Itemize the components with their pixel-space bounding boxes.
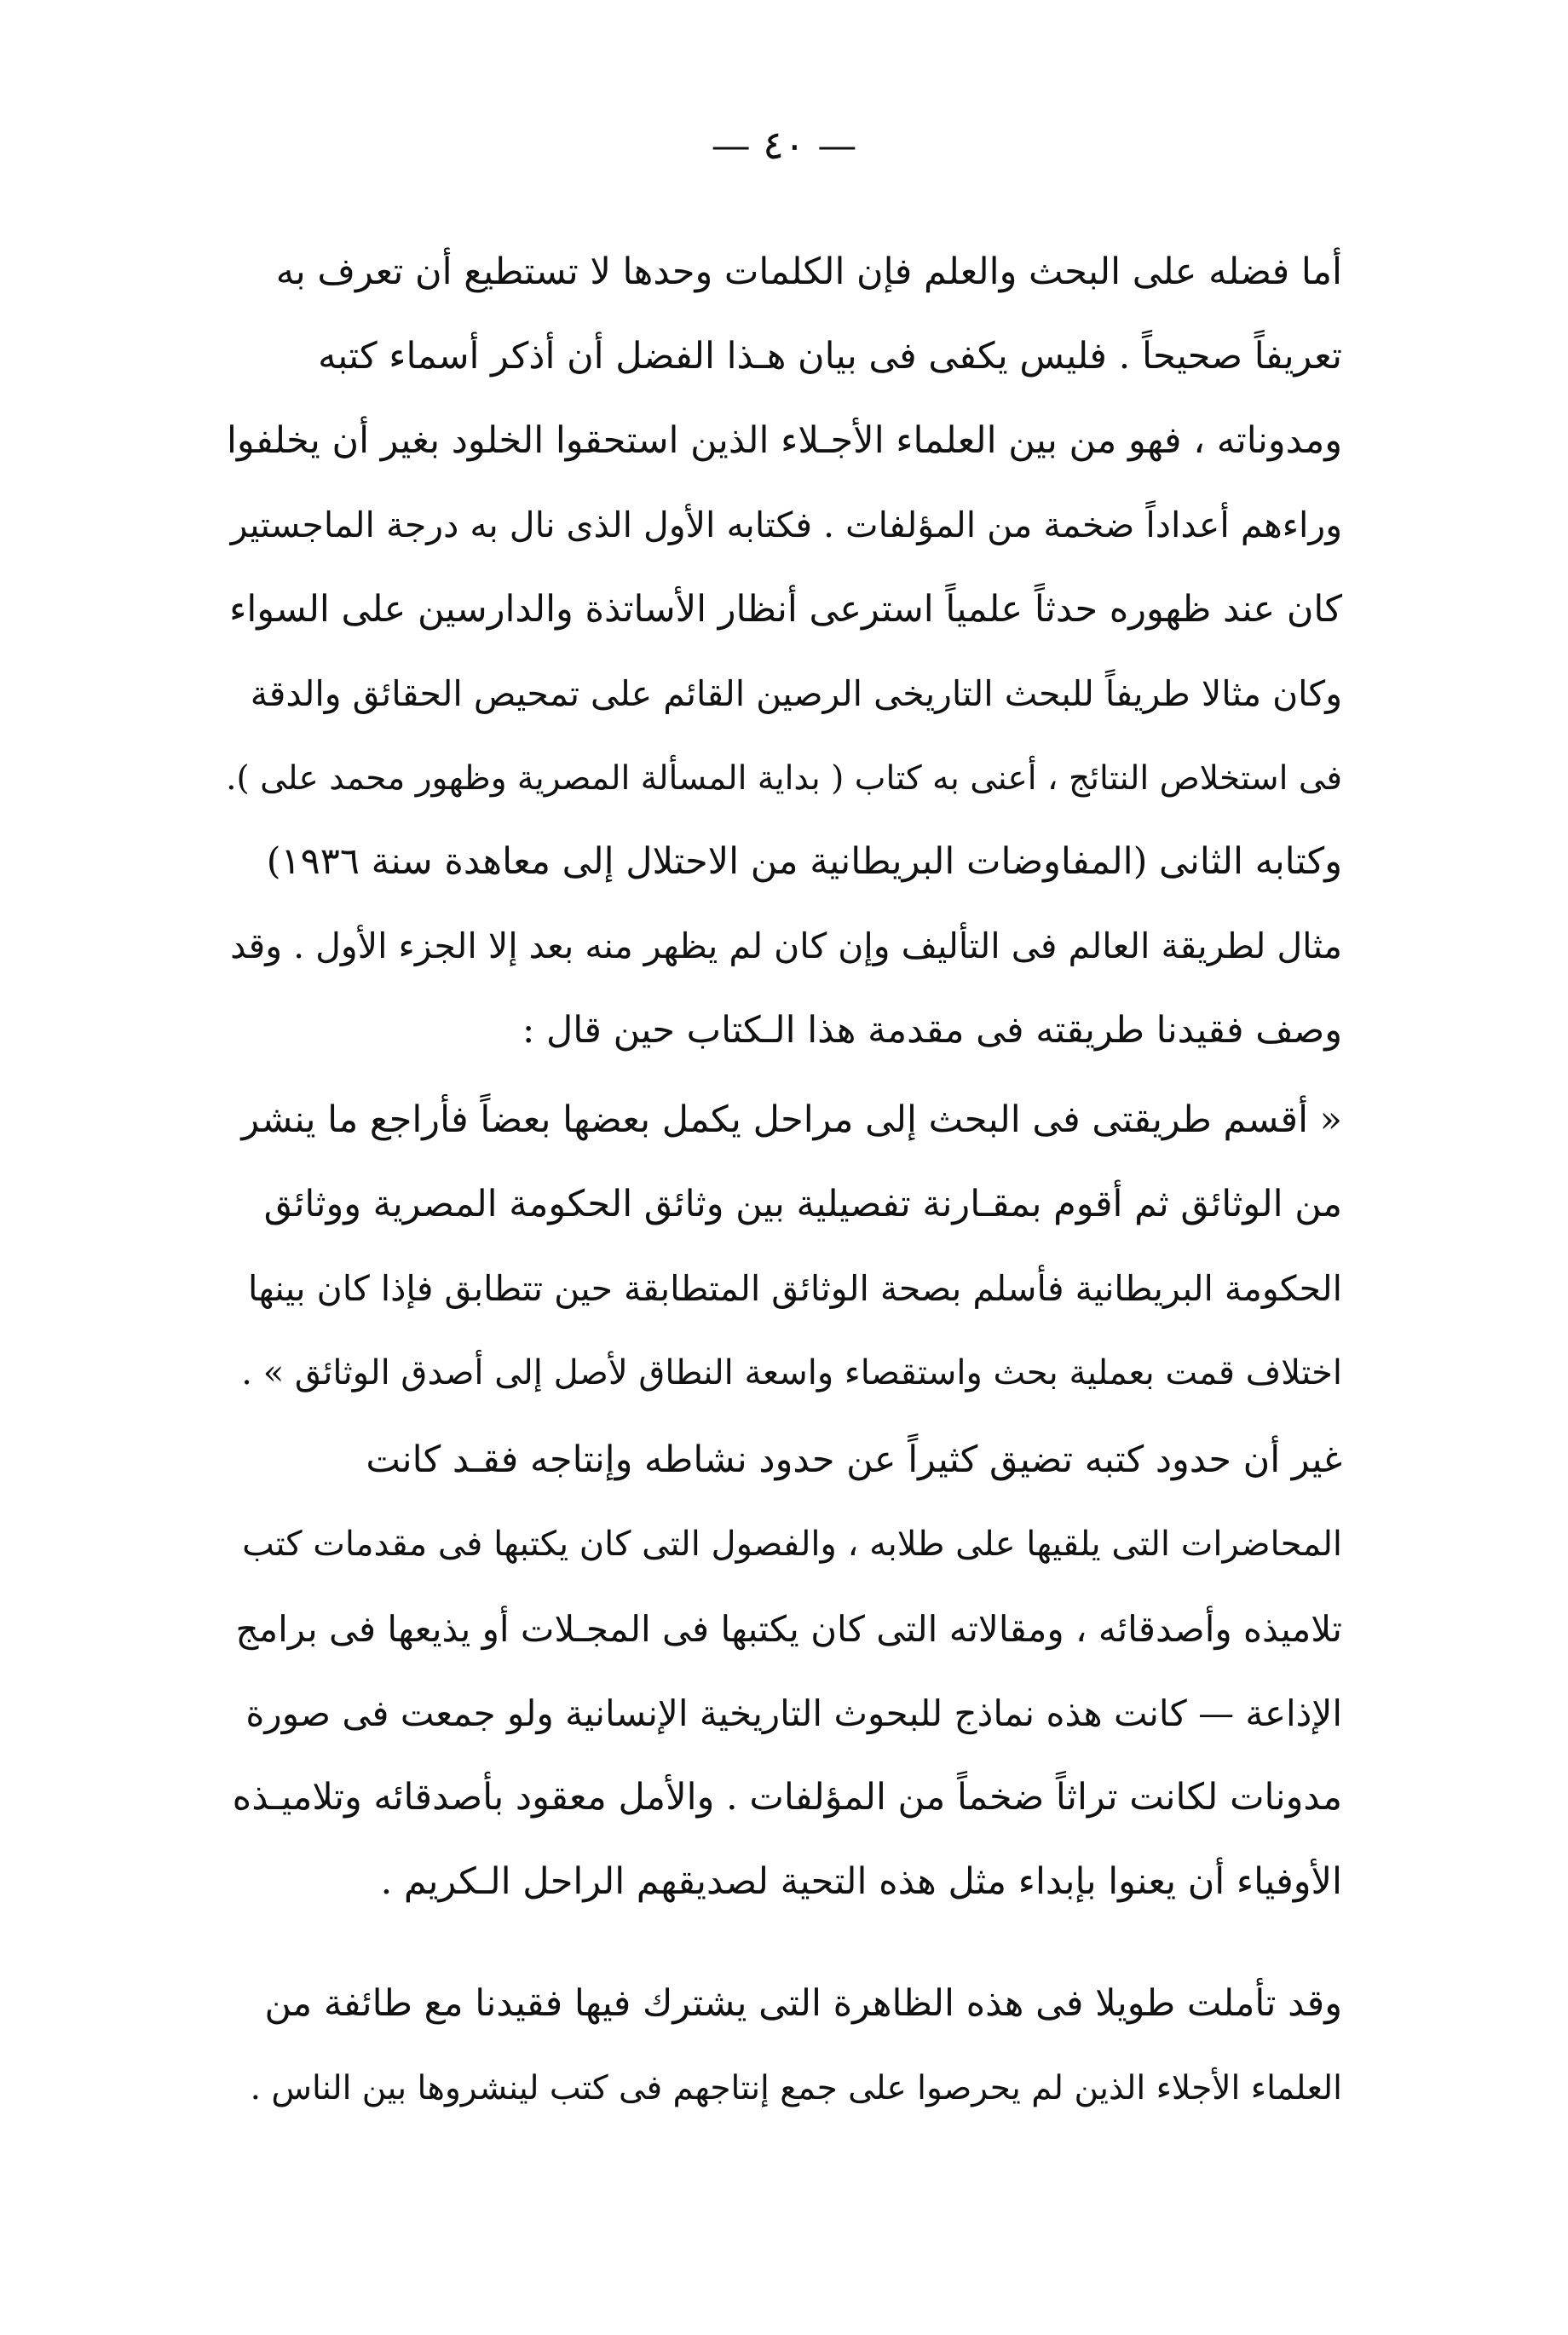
text-line: مدونات لكانت تراثاً ضخماً من المؤلفات . والأمل معقود بأصدقائه وتلاميـذه xyxy=(232,1776,1342,1819)
paragraph-2 xyxy=(226,820,1342,1073)
text-line: مثال لطريقة العالم فى التأليف وإن كان لم يظهر منه بعد إلا الجزء الأول . وقد xyxy=(230,925,1342,966)
text-line: وصف فقيدنا طريقته فى مقدمة هذا الـكتاب حين قال : xyxy=(522,1009,1342,1052)
text-line: كان عند ظهوره حدثاً علمياً استرعى أنظار الأساتذة والدارسين على السواء xyxy=(229,588,1342,631)
page-number: — ٤٠ — xyxy=(711,122,857,168)
text-line: غير أن حدود كتبه تضيق كثيراً عن حدود نشاطه وإنتاجه فقـد كانت xyxy=(366,1438,1342,1481)
paragraph-4 xyxy=(226,1418,1342,1924)
text-line: من الوثائق ثم أقوم بمقـارنة تفصيلية بين وثائق الحكومة المصرية ووثائق xyxy=(263,1183,1342,1225)
quotation-paragraph xyxy=(226,1078,1342,1415)
text-line: الأوفياء أن يعنوا بإبداء مثل هذه التحية لصديقهم الراحل الـكريم . xyxy=(380,1860,1342,1903)
paragraph-1 xyxy=(226,230,1342,821)
text-line: وكتابه الثانى (المفاوضات البريطانية من الاحتلال إلى معاهدة سنة ١٩٣٦) xyxy=(266,840,1342,883)
text-line: اختلاف قمت بعملية بحث واستقصاء واسعة النطاق لأصل إلى أصدق الوثائق » . xyxy=(241,1353,1342,1392)
paragraph-5 xyxy=(226,1962,1342,2130)
text-line: الحكومة البريطانية فأسلم بصحة الوثائق المتطابقة حين تتطابق فإذا كان بينها xyxy=(248,1268,1342,1309)
text-line: وقد تأملت طويلا فى هذه الظاهرة التى يشترك فيها فقيدنا مع طائفة من xyxy=(264,1982,1342,2025)
text-line: تعريفاً صحيحاً . فليس يكفى فى بيان هـذا الفضل أن أذكر أسماء كتبه xyxy=(318,335,1342,378)
text-line: فى استخلاص النتائج ، أعنى به كتاب ( بداية المسألة المصرية وظهور محمد على ). xyxy=(226,759,1342,798)
text-line: ومدوناته ، فهو من بين العلماء الأجـلاء الذين استحقوا الخلود بغير أن يخلفوا xyxy=(226,419,1342,462)
text-line: الإذاعة — كانت هذه نماذج للبحوث التاريخية الإنسانية ولو جمعت فى صورة xyxy=(245,1692,1342,1734)
text-line: أما فضله على البحث والعلم فإن الكلمات وحدها لا تستطيع أن تعرف به xyxy=(275,251,1342,293)
text-line: تلاميذه وأصدقائه ، ومقالاته التى كان يكتبها فى المجـلات أو يذيعها فى برامج xyxy=(235,1608,1342,1650)
text-line: العلماء الأجلاء الذين لم يحرصوا على جمع إنتاجهم فى كتب لينشروها بين الناس . xyxy=(250,2069,1342,2107)
text-line: « أقسم طريقتى فى البحث إلى مراحل يكمل بعضها بعضاً فأراجع ما ينشر xyxy=(241,1098,1342,1141)
text-line: وراءهم أعداداً ضخمة من المؤلفات . فكتابه الأول الذى نال به درجة الماجستير xyxy=(230,504,1342,545)
text-line: المحاضرات التى يلقيها على طلابه ، والفصول التى كان يكتبها فى مقدمات كتب xyxy=(242,1525,1342,1564)
text-line: وكان مثالا طريفاً للبحث التاريخى الرصين القائم على تمحيص الحقائق والدقة xyxy=(250,673,1342,714)
